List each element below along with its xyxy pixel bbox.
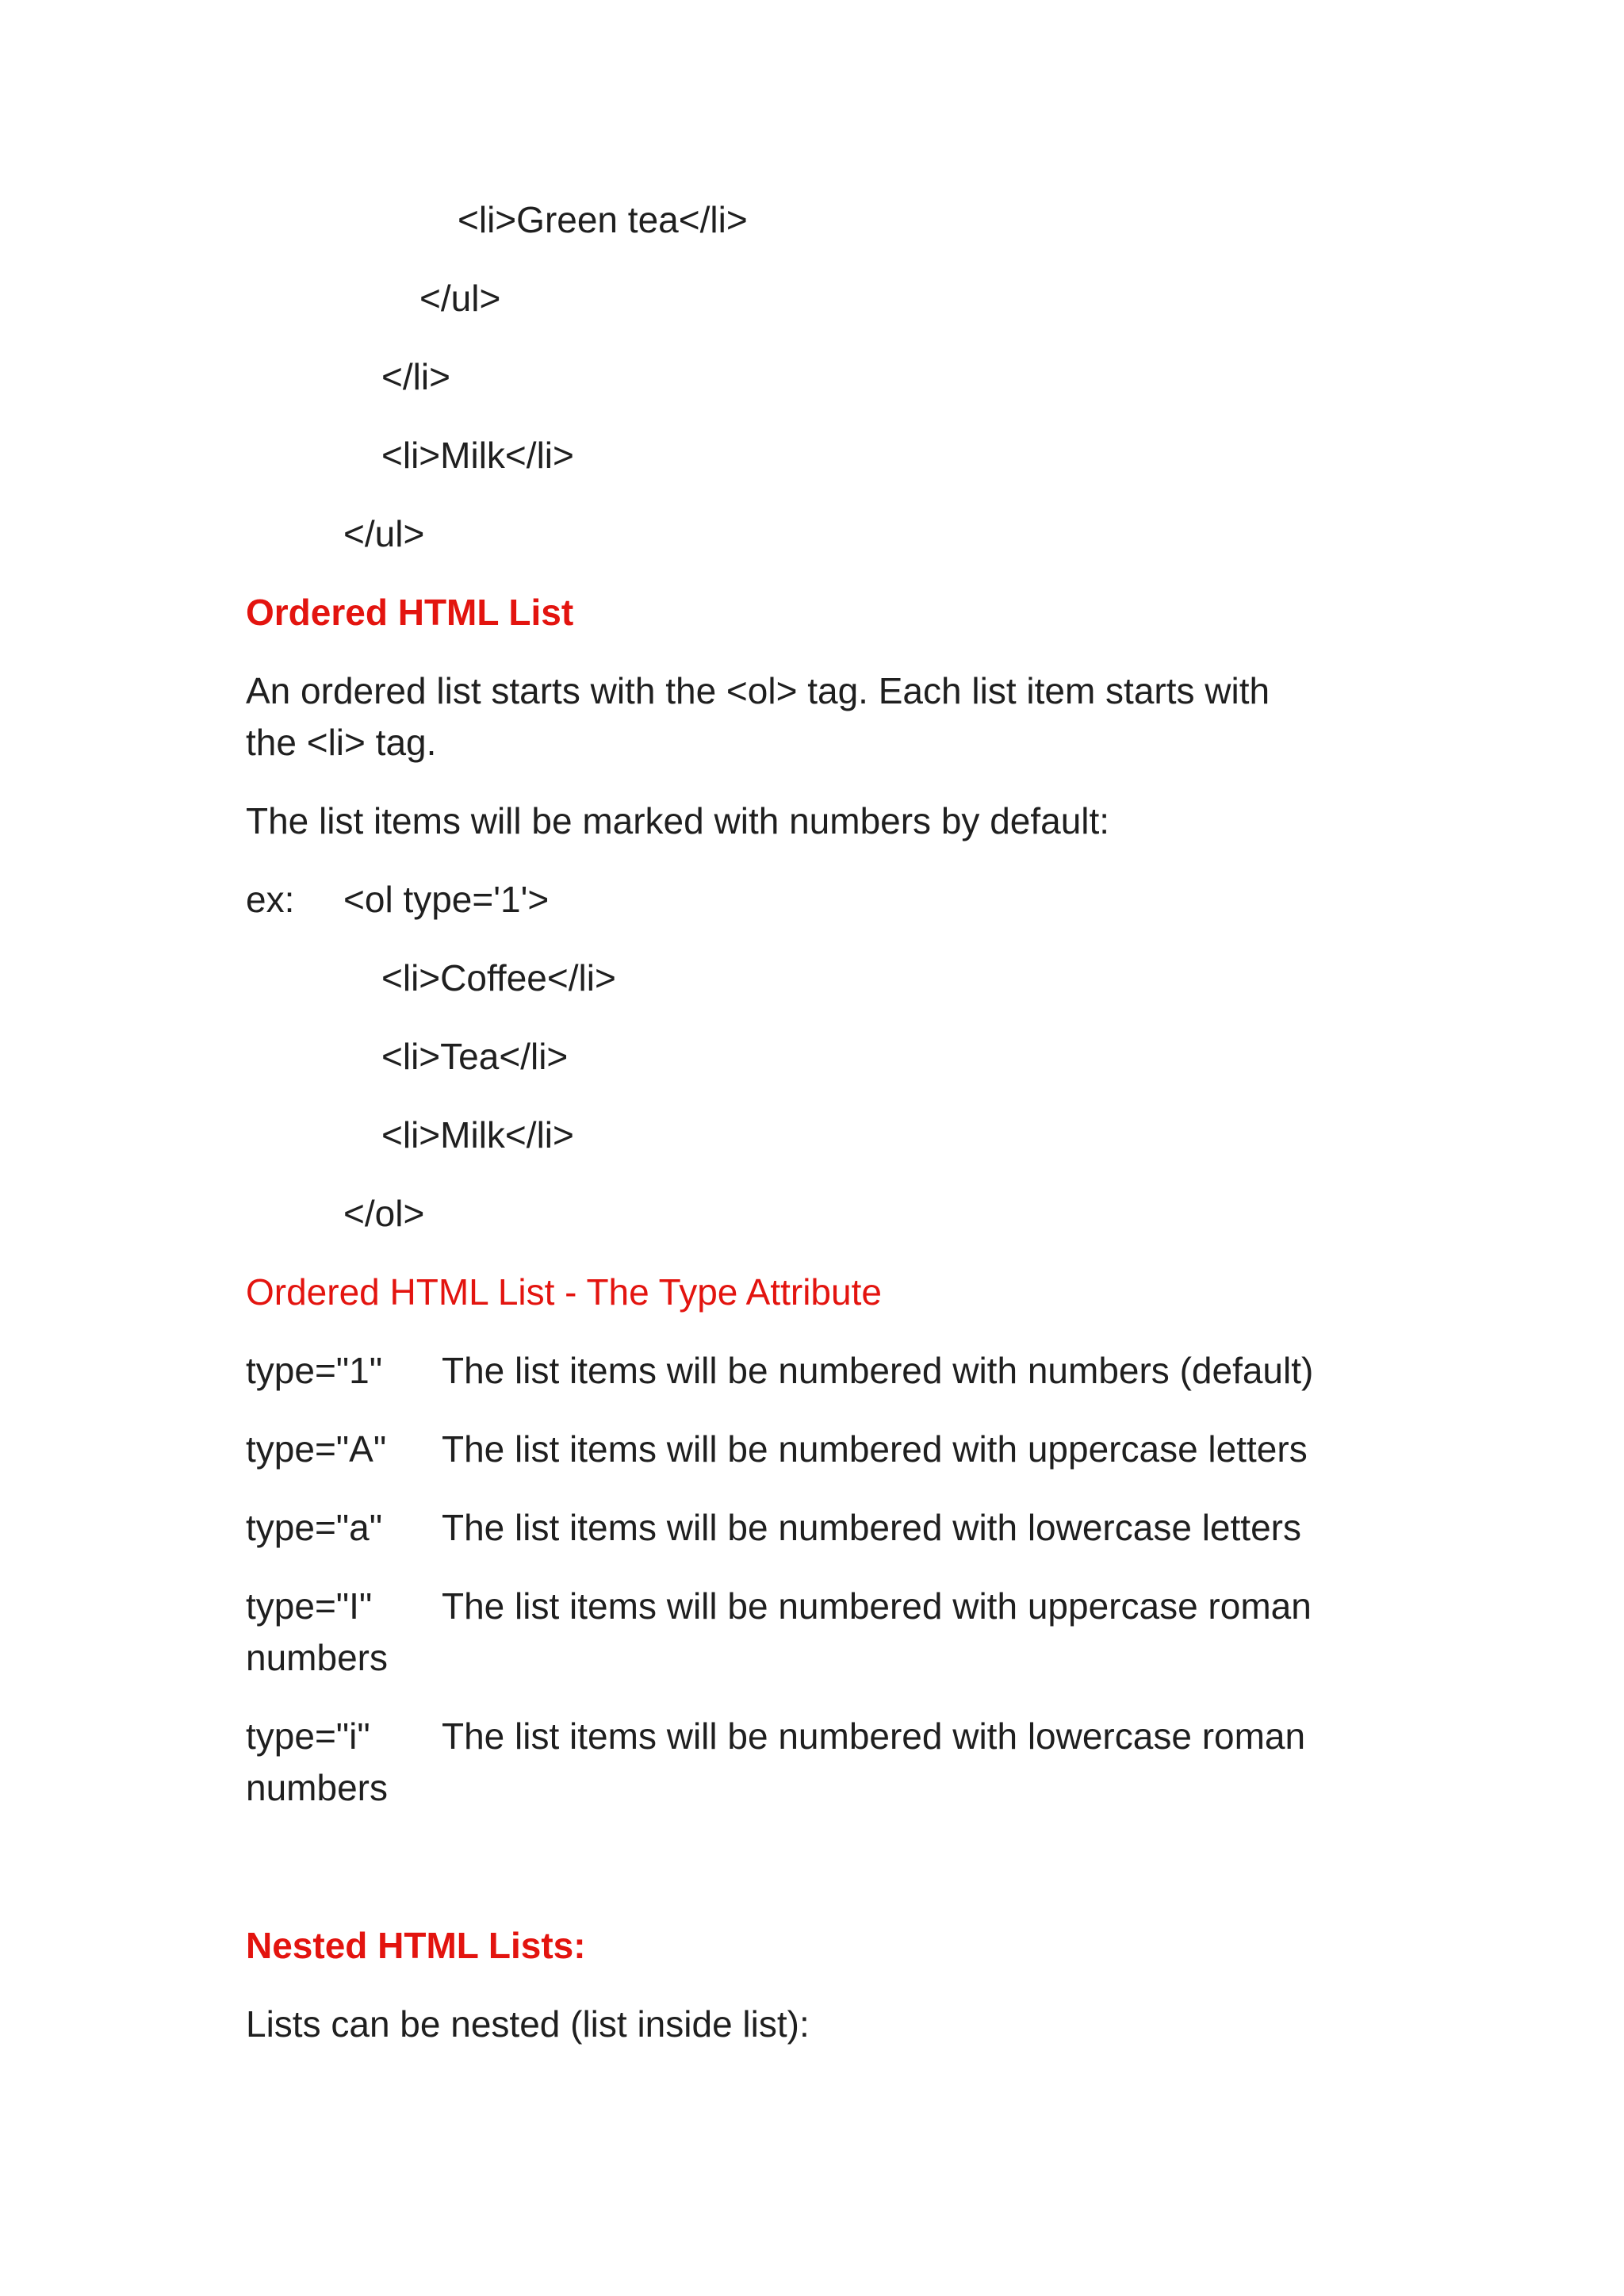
code-line: </ol>	[343, 1193, 425, 1234]
code-line: <li>Milk</li>	[381, 1114, 574, 1156]
type-key: type="I"	[246, 1585, 373, 1627]
type-key: type="a"	[246, 1507, 383, 1548]
type-desc: The list items will be numbered with uppercase roman	[442, 1585, 1312, 1627]
type-desc-continuation: numbers	[246, 1637, 388, 1678]
type-key: type="A"	[246, 1428, 387, 1470]
code-line: <ol type='1'>	[343, 879, 550, 920]
code-line: <li>Coffee</li>	[381, 957, 616, 999]
type-desc: The list items will be numbered with lowercase letters	[442, 1507, 1301, 1548]
code-line: <li>Tea</li>	[381, 1036, 569, 1077]
paragraph-line: An ordered list starts with the <ol> tag. Each list item starts with	[246, 670, 1270, 711]
code-line: </ul>	[419, 278, 501, 319]
type-desc: The list items will be numbered with numbers (default)	[442, 1350, 1314, 1391]
type-key: type="1"	[246, 1350, 383, 1391]
section-heading-nested-lists: Nested HTML Lists:	[246, 1925, 586, 1966]
code-line: <li>Milk</li>	[381, 435, 574, 476]
type-key: type="i"	[246, 1715, 370, 1757]
code-line: <li>Green tea</li>	[458, 199, 748, 240]
paragraph-line: Lists can be nested (list inside list):	[246, 2003, 810, 2045]
code-line: </li>	[381, 356, 450, 397]
section-heading-ordered-list: Ordered HTML List	[246, 592, 574, 633]
paragraph-line: The list items will be marked with numbers by default:	[246, 800, 1110, 841]
example-label: ex:	[246, 879, 295, 920]
type-desc: The list items will be numbered with uppercase letters	[442, 1428, 1308, 1470]
code-line: </ul>	[343, 513, 425, 554]
type-desc-continuation: numbers	[246, 1767, 388, 1808]
paragraph-line: the <li> tag.	[246, 722, 437, 763]
section-heading-type-attribute: Ordered HTML List - The Type Attribute	[246, 1271, 882, 1313]
type-desc: The list items will be numbered with lowercase roman	[442, 1715, 1306, 1757]
